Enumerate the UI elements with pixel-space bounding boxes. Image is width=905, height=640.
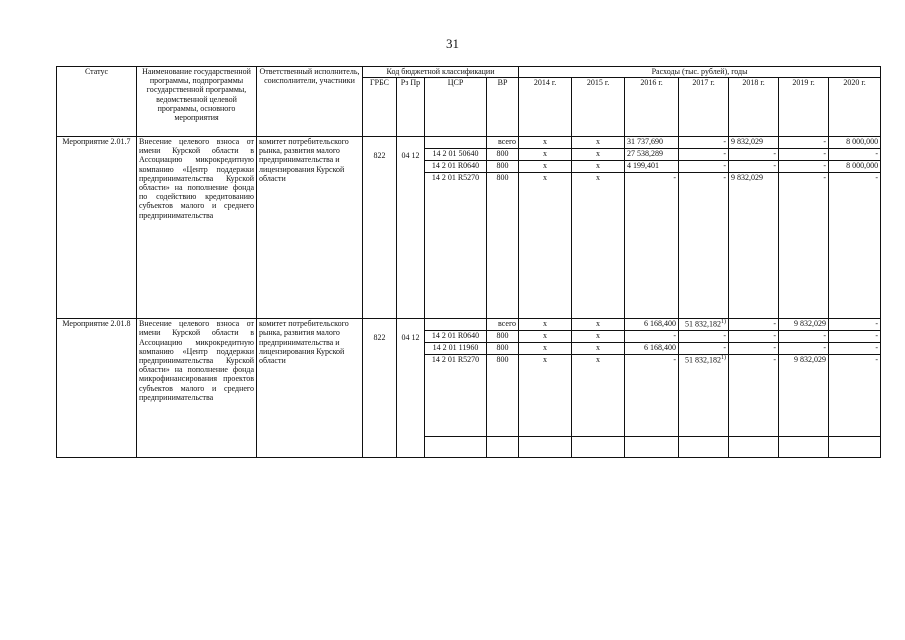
- value-cell: -: [779, 173, 829, 319]
- empty-cell: [679, 437, 729, 458]
- value-cell: -: [829, 331, 881, 343]
- executor-cell: комитет потребительского рынка, развития малого предпринимательства и лицензирования Курской области: [257, 319, 363, 458]
- value-cell: х: [519, 137, 572, 149]
- csr-cell: 14 2 01 R0640: [425, 331, 487, 343]
- value-text: 51 832,182: [685, 319, 722, 329]
- empty-cell: [425, 437, 487, 458]
- value-cell: -: [729, 319, 779, 331]
- value-cell: х: [519, 355, 572, 437]
- csr-cell: 14 2 01 50640: [425, 149, 487, 161]
- csr-header: ЦСР: [425, 78, 487, 137]
- value-cell: 9 832,029: [779, 319, 829, 331]
- value-cell: -: [625, 331, 679, 343]
- year-header: 2016 г.: [625, 78, 679, 137]
- budget-table: [56, 66, 881, 458]
- value-cell: -: [679, 343, 729, 355]
- expenses-group-header: Расходы (тыс. рублей), годы: [519, 67, 881, 78]
- value-cell: -: [625, 173, 679, 319]
- value-cell: [679, 319, 729, 331]
- csr-cell: 14 2 01 R5270: [425, 173, 487, 319]
- vr-cell: 800: [487, 331, 519, 343]
- value-cell: х: [572, 173, 625, 319]
- value-cell: -: [679, 173, 729, 319]
- status-header: Статус: [57, 67, 137, 137]
- value-cell: х: [519, 173, 572, 319]
- value-cell: 9 832,029: [729, 173, 779, 319]
- grbs-cell: 822: [363, 137, 397, 319]
- value-cell: х: [572, 355, 625, 437]
- empty-cell: [829, 437, 881, 458]
- csr-cell: [425, 137, 487, 149]
- executor-cell: комитет потребительского рынка, развития малого предпринимательства и лицензирования Курской области: [257, 137, 363, 319]
- value-cell: х: [572, 319, 625, 331]
- value-cell: -: [679, 137, 729, 149]
- value-cell: х: [519, 149, 572, 161]
- table-row: [57, 319, 881, 331]
- grbs-header: ГРБС: [363, 78, 397, 137]
- value-cell: х: [572, 343, 625, 355]
- value-cell: -: [679, 331, 729, 343]
- value-cell: 8 000,000: [829, 161, 881, 173]
- page-number: 31: [446, 36, 459, 51]
- footnote-mark: 1): [721, 355, 727, 362]
- value-cell: х: [572, 331, 625, 343]
- year-header: 2019 г.: [779, 78, 829, 137]
- value-cell: х: [519, 161, 572, 173]
- value-cell: 8 000,000: [829, 137, 881, 149]
- empty-cell: [572, 437, 625, 458]
- empty-cell: [625, 437, 679, 458]
- value-cell: -: [625, 355, 679, 437]
- value-text: 51 832,182: [685, 355, 722, 365]
- value-cell: х: [519, 343, 572, 355]
- value-cell: -: [729, 161, 779, 173]
- empty-cell: [487, 437, 519, 458]
- value-cell: -: [729, 331, 779, 343]
- year-header: 2015 г.: [572, 78, 625, 137]
- csr-cell: 14 2 01 R5270: [425, 355, 487, 437]
- value-cell: -: [779, 137, 829, 149]
- footnote-mark: 1): [721, 319, 727, 326]
- rzpr-header: Рз Пр: [397, 78, 425, 137]
- csr-cell: [425, 319, 487, 331]
- value-cell: 9 832,029: [729, 137, 779, 149]
- rzpr-cell: 04 12: [397, 137, 425, 319]
- value-cell: х: [519, 331, 572, 343]
- vr-cell: всего: [487, 137, 519, 149]
- value-cell: -: [829, 173, 881, 319]
- value-cell: -: [829, 355, 881, 437]
- vr-cell: 800: [487, 355, 519, 437]
- value-cell: 4 199,401: [625, 161, 679, 173]
- vr-header: ВР: [487, 78, 519, 137]
- vr-cell: 800: [487, 173, 519, 319]
- empty-cell: [729, 437, 779, 458]
- value-cell: х: [519, 319, 572, 331]
- description-cell: Внесение целевого взноса от имени Курской области в Ассоциацию микрокредитную компанию «Центр поддержки предпринимательства Курской области» на пополнение фонда микрофинансирования проектов субъектов малого и среднего предпринимательства: [137, 319, 257, 458]
- vr-cell: всего: [487, 319, 519, 331]
- value-cell: 27 538,289: [625, 149, 679, 161]
- value-cell: -: [779, 331, 829, 343]
- value-cell: -: [729, 343, 779, 355]
- value-cell: -: [829, 343, 881, 355]
- value-cell: -: [679, 149, 729, 161]
- value-cell: 6 168,400: [625, 319, 679, 331]
- table-row: [57, 137, 881, 149]
- grbs-cell: 822: [363, 319, 397, 458]
- year-header: 2017 г.: [679, 78, 729, 137]
- value-cell: -: [829, 149, 881, 161]
- year-header: 2014 г.: [519, 78, 572, 137]
- value-cell: -: [779, 343, 829, 355]
- executor-header: Ответственный исполнитель, соисполнители, участники: [257, 67, 363, 137]
- vr-cell: 800: [487, 149, 519, 161]
- description-cell: Внесение целевого взноса от имени Курской области в Ассоциацию микрокредитную компанию «Центр поддержки предпринимательства Курской области» на пополнение фонда по содействию кредитованию субъектов малого и среднего предпринимательства: [137, 137, 257, 319]
- value-cell: -: [779, 149, 829, 161]
- value-cell: -: [729, 149, 779, 161]
- value-cell: х: [572, 149, 625, 161]
- value-cell: -: [729, 355, 779, 437]
- rzpr-cell: 04 12: [397, 319, 425, 458]
- vr-cell: 800: [487, 161, 519, 173]
- kbk-group-header: Код бюджетной классификации: [363, 67, 519, 78]
- csr-cell: 14 2 01 R0640: [425, 161, 487, 173]
- header-row-top: [57, 67, 881, 78]
- value-cell: -: [829, 319, 881, 331]
- name-header: Наименование государственной программы, подпрограммы государственной программы, ведомственной целевой программы, основного мероприятия: [137, 67, 257, 137]
- value-cell: 6 168,400: [625, 343, 679, 355]
- value-cell: 9 832,029: [779, 355, 829, 437]
- empty-cell: [779, 437, 829, 458]
- status-cell: Мероприятие 2.01.7: [57, 137, 137, 319]
- vr-cell: 800: [487, 343, 519, 355]
- year-header: 2020 г.: [829, 78, 881, 137]
- year-header: 2018 г.: [729, 78, 779, 137]
- empty-cell: [519, 437, 572, 458]
- value-cell: х: [572, 161, 625, 173]
- status-cell: Мероприятие 2.01.8: [57, 319, 137, 458]
- value-cell: -: [679, 161, 729, 173]
- value-cell: [679, 355, 729, 437]
- value-cell: х: [572, 137, 625, 149]
- value-cell: 31 737,690: [625, 137, 679, 149]
- csr-cell: 14 2 01 11960: [425, 343, 487, 355]
- value-cell: -: [779, 161, 829, 173]
